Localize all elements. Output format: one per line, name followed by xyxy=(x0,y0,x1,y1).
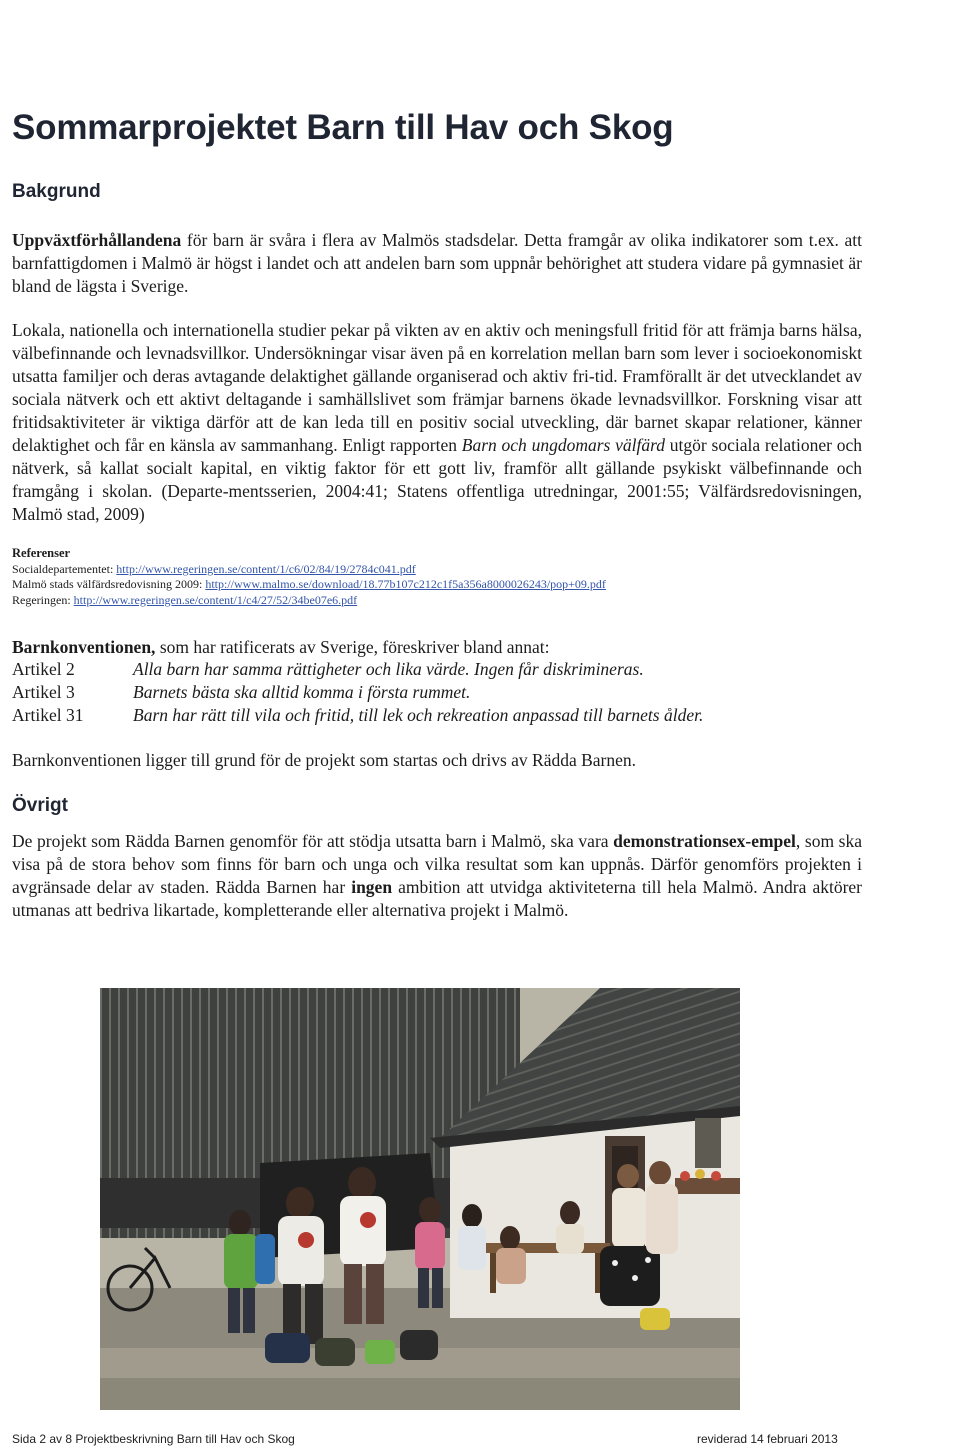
farm-photo xyxy=(100,988,740,1410)
article-row xyxy=(12,704,864,727)
paragraph-konvention-closing: Barnkonventionen ligger till grund för de projekt som startas och drivs av Rädda Barnen. xyxy=(12,750,637,770)
paragraph-uppvaxt xyxy=(12,229,862,298)
section-heading-ovrigt: Övrigt xyxy=(12,795,68,816)
reference-link[interactable]: http://www.regeringen.se/content/1/c6/02/84/19/2784c041.pdf xyxy=(116,561,416,576)
article-list xyxy=(12,658,864,727)
paragraph-text: De projekt som Rädda Barnen genomför för att stödja utsatta barn i Malmö, ska vara xyxy=(12,831,614,851)
section-heading-bakgrund: Bakgrund xyxy=(12,181,101,202)
article-text: Alla barn har samma rättigheter och lika värde. Ingen får diskrimineras. xyxy=(133,659,644,679)
reference-link[interactable]: http://www.regeringen.se/content/1/c4/27/52/34be07e6.pdf xyxy=(73,592,358,607)
reference-item xyxy=(12,593,864,609)
paragraph-text: Lokala, nationella och internationella studier pekar på vikten av en aktiv och meningsfull fritid för att främja barns hälsa, välbefinnande och levnadsvillkor. Undersökningar visar även på en korrelation mellan barn som lever i socioekonomiskt utsatta familjer och deras avtagande delaktighet gällande organiserad och aktiv fri-tid. Framförallt är det utvecklandet av sociala nätverk och ett aktivt deltagande i samhällslivet som främjar barnens ökade levnadsvillkor. Forskning visar att fritidsaktiviteter är viktiga därför att de kan leda till en positiv social utveckling, där barnet skapar relationer, känner delaktighet och får en känsla av sammanhang. Enligt rapporten xyxy=(12,320,862,455)
paragraph-studier xyxy=(12,319,862,526)
article-row xyxy=(12,658,864,681)
paragraph-text: för barn är svåra i flera av Malmös stadsdelar. Detta framgår av olika indikatorer som t.ex. att barnfattigdomen i Malmö är högst i landet och att andelen barn som uppnår behörighet att studera vidare på gymnasiet är bland de lägsta i Sverige. xyxy=(12,230,862,296)
paragraph-konvention xyxy=(12,636,862,659)
reference-item xyxy=(12,577,864,593)
paragraph-lead: Uppväxtförhållandena xyxy=(12,230,182,250)
paragraph-text: , som ska visa på de stora behov som finns för barn och unga och vilka resultat som kan uppnås. Därför genomförs projekten i avgränsade delar av staden. Rädda Barnen har xyxy=(12,831,862,897)
page-title: Sommarprojektet Barn till Hav och Skog xyxy=(12,108,674,147)
photo-illustration xyxy=(100,988,740,1410)
references-block xyxy=(12,546,864,608)
paragraph-text: utgör sociala relationer och nätverk, så kallat socialt kapital, en viktig faktor för ett gott liv, framför allt gällande psykiskt välbefinnande och framgång i skolan. (Departe-mentsserien, 2004:41; Statens offentliga utredningar, 2001:55; Välfärdsredovisningen, Malmö stad, 2009) xyxy=(12,435,862,524)
reference-item xyxy=(12,562,864,578)
footer-left: Sida 2 av 8 Projektbeskrivning Barn till Hav och Skog xyxy=(12,1432,295,1446)
article-row xyxy=(12,681,864,704)
article-name: Artikel 3 xyxy=(12,682,75,702)
paragraph-lead: Barnkonventionen, xyxy=(12,637,156,657)
footer-right: reviderad 14 februari 2013 xyxy=(697,1432,838,1446)
report-title: Barn och ungdomars välfärd xyxy=(461,435,666,455)
paragraph-text: som har ratificerats av Sverige, föreskriver bland annat: xyxy=(155,637,550,657)
reference-link[interactable]: http://www.malmo.se/download/18.77b107c212c1f5a356a8000026243/pop+09.pdf xyxy=(205,577,606,591)
reference-label: Regeringen: xyxy=(12,592,74,607)
article-name: Artikel 31 xyxy=(12,705,84,725)
reference-label: Socialdepartementet: xyxy=(12,561,117,576)
paragraph-text: ambition att utvidga aktiviteterna till hela Malmö. Andra aktörer utmanas att bedriva likartade, kompletterande eller alternativa projekt i Malmö. xyxy=(12,877,862,920)
article-text: Barnets bästa ska alltid komma i första rummet. xyxy=(133,682,471,702)
emphasis: demonstrationsex-empel xyxy=(613,831,796,851)
reference-label: Malmö stads välfärdsredovisning 2009: xyxy=(12,577,206,591)
references-title: Referenser xyxy=(12,546,71,560)
article-name: Artikel 2 xyxy=(12,659,75,679)
paragraph-ovrigt xyxy=(12,830,862,922)
emphasis: ingen xyxy=(351,877,393,897)
article-text: Barn har rätt till vila och fritid, till lek och rekreation anpassad till barnets ålder. xyxy=(133,705,704,725)
